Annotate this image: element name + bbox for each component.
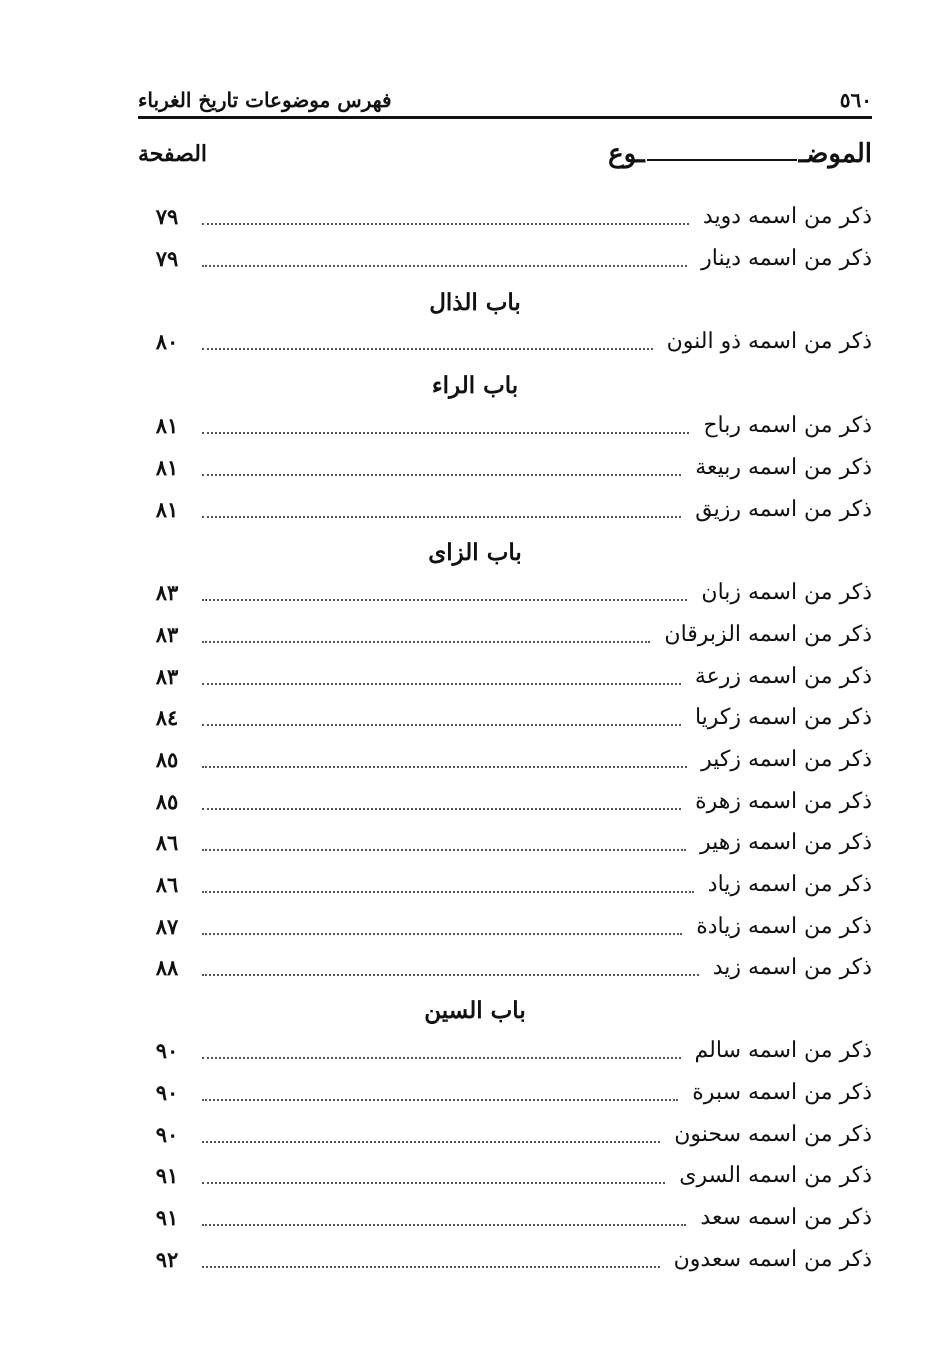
- toc-entry-label: ذكر من اسمه زبان: [701, 579, 872, 605]
- toc-entry: [138, 1075, 872, 1109]
- section-heading: [138, 367, 872, 403]
- toc-entry: [138, 909, 872, 943]
- toc-entry-page: ٨٠: [155, 328, 179, 354]
- toc-entry-page: ٨٣: [155, 621, 179, 647]
- section-heading: [138, 534, 872, 570]
- toc-entry: [138, 700, 872, 734]
- toc-entry: [138, 825, 872, 859]
- toc-entry-page: ٩١: [155, 1162, 179, 1188]
- toc-entry: [138, 241, 872, 275]
- toc-entry: [138, 199, 872, 233]
- dot-leader: [202, 933, 682, 935]
- toc-entry-label: ذكر من اسمه دويد: [702, 203, 872, 229]
- dot-leader: [202, 974, 699, 976]
- dot-leader: [202, 849, 686, 851]
- toc-entry: [138, 659, 872, 693]
- toc-entry-label: ذكر من اسمه زرعة: [694, 663, 872, 689]
- dot-leader: [202, 1141, 660, 1143]
- table-of-contents: [138, 0, 872, 1365]
- toc-entry-label: ذكر من اسمه رزيق: [695, 496, 872, 522]
- dot-leader: [202, 599, 687, 601]
- dot-leader: [202, 348, 653, 350]
- toc-entry-page: ٨٥: [155, 788, 179, 814]
- toc-entry-label: ذكر من اسمه السرى: [679, 1162, 872, 1188]
- page-number: ٥٦٠: [839, 88, 872, 112]
- section-heading-text: باب الذال: [429, 288, 521, 316]
- toc-entry-label: ذكر من اسمه سبرة: [692, 1079, 872, 1105]
- dot-leader: [202, 724, 681, 726]
- toc-entry: [138, 575, 872, 609]
- dot-leader: [202, 223, 689, 225]
- toc-entry-page: ٩١: [155, 1204, 179, 1230]
- toc-entry-label: ذكر من اسمه زياد: [707, 871, 872, 897]
- toc-entry: [138, 950, 872, 984]
- toc-entry-page: ٧٩: [155, 245, 179, 271]
- dot-leader: [202, 1099, 678, 1101]
- toc-entry-label: ذكر من اسمه رباح: [703, 412, 872, 438]
- toc-entry: [138, 492, 872, 526]
- dot-leader: [202, 1224, 686, 1226]
- toc-entry-page: ٨١: [155, 454, 179, 480]
- toc-entry: [138, 1117, 872, 1151]
- subject-heading-end: ـوع: [608, 139, 645, 169]
- toc-entry-label: ذكر من اسمه سعد: [700, 1204, 872, 1230]
- toc-entry-label: ذكر من اسمه زيد: [712, 954, 872, 980]
- section-heading-text: باب السين: [424, 996, 526, 1024]
- section-heading-text: باب الزاى: [428, 538, 522, 566]
- subject-heading-start: الموضـ: [798, 139, 872, 169]
- dot-leader: [202, 516, 681, 518]
- section-heading-text: باب الراء: [431, 371, 519, 399]
- dot-leader: [202, 1182, 665, 1184]
- toc-entry-label: ذكر من اسمه زهرة: [695, 788, 872, 814]
- toc-entry: [138, 324, 872, 358]
- dot-leader: [202, 683, 681, 685]
- dot-leader: [202, 1266, 660, 1268]
- dot-leader: [202, 766, 687, 768]
- toc-entry-page: ٨٣: [155, 579, 179, 605]
- toc-entry-page: ٨٦: [155, 871, 179, 897]
- dot-leader: [202, 474, 681, 476]
- toc-entry-page: ٩٠: [155, 1121, 179, 1147]
- toc-entry: [138, 1033, 872, 1067]
- toc-entry: [138, 784, 872, 818]
- toc-entry-label: ذكر من اسمه سعدون: [673, 1246, 872, 1272]
- page-column-heading: الصفحة: [138, 141, 208, 167]
- toc-entry-label: ذكر من اسمه زيادة: [696, 913, 872, 939]
- toc-entry-page: ٨٥: [155, 746, 179, 772]
- toc-entry-page: ٨٦: [155, 829, 179, 855]
- toc-entry: [138, 742, 872, 776]
- toc-entry: [138, 408, 872, 442]
- toc-entry: [138, 450, 872, 484]
- toc-entry-page: ٨٧: [155, 913, 179, 939]
- dot-leader: [202, 891, 694, 893]
- dot-leader: [202, 641, 650, 643]
- toc-entry-label: ذكر من اسمه زكريا: [694, 704, 872, 730]
- dot-leader: [202, 265, 687, 267]
- toc-entry: [138, 1242, 872, 1276]
- toc-entry-label: ذكر من اسمه زهير: [700, 829, 872, 855]
- section-heading: [138, 992, 872, 1028]
- toc-entry-page: ٩٠: [155, 1037, 179, 1063]
- toc-entry-page: ٨٤: [155, 704, 179, 730]
- toc-entry-page: ٨٨: [155, 954, 179, 980]
- toc-entry-page: ٨١: [155, 496, 179, 522]
- toc-entry-label: ذكر من اسمه ذو النون: [666, 328, 872, 354]
- toc-entry-page: ٩٠: [155, 1079, 179, 1105]
- toc-entry-page: ٧٩: [155, 203, 179, 229]
- dot-leader: [202, 1057, 681, 1059]
- running-title: فهرس موضوعات تاريخ الغرباء: [138, 88, 392, 112]
- toc-entry-page: ٩٢: [155, 1246, 179, 1272]
- toc-entry-label: ذكر من اسمه ربيعة: [695, 454, 872, 480]
- toc-entry: [138, 617, 872, 651]
- toc-entry-label: ذكر من اسمه دينار: [701, 245, 872, 271]
- dot-leader: [202, 432, 689, 434]
- toc-entry-label: ذكر من اسمه سحنون: [674, 1121, 872, 1147]
- toc-entry: [138, 1158, 872, 1192]
- toc-entry-page: ٨٣: [155, 663, 179, 689]
- toc-entry-label: ذكر من اسمه زكير: [701, 746, 872, 772]
- toc-entry: [138, 867, 872, 901]
- toc-entry-label: ذكر من اسمه الزبرقان: [664, 621, 872, 647]
- toc-entry-label: ذكر من اسمه سالم: [694, 1037, 872, 1063]
- section-heading: [138, 284, 872, 320]
- toc-entry-page: ٨١: [155, 412, 179, 438]
- dot-leader: [202, 808, 681, 810]
- toc-entry: [138, 1200, 872, 1234]
